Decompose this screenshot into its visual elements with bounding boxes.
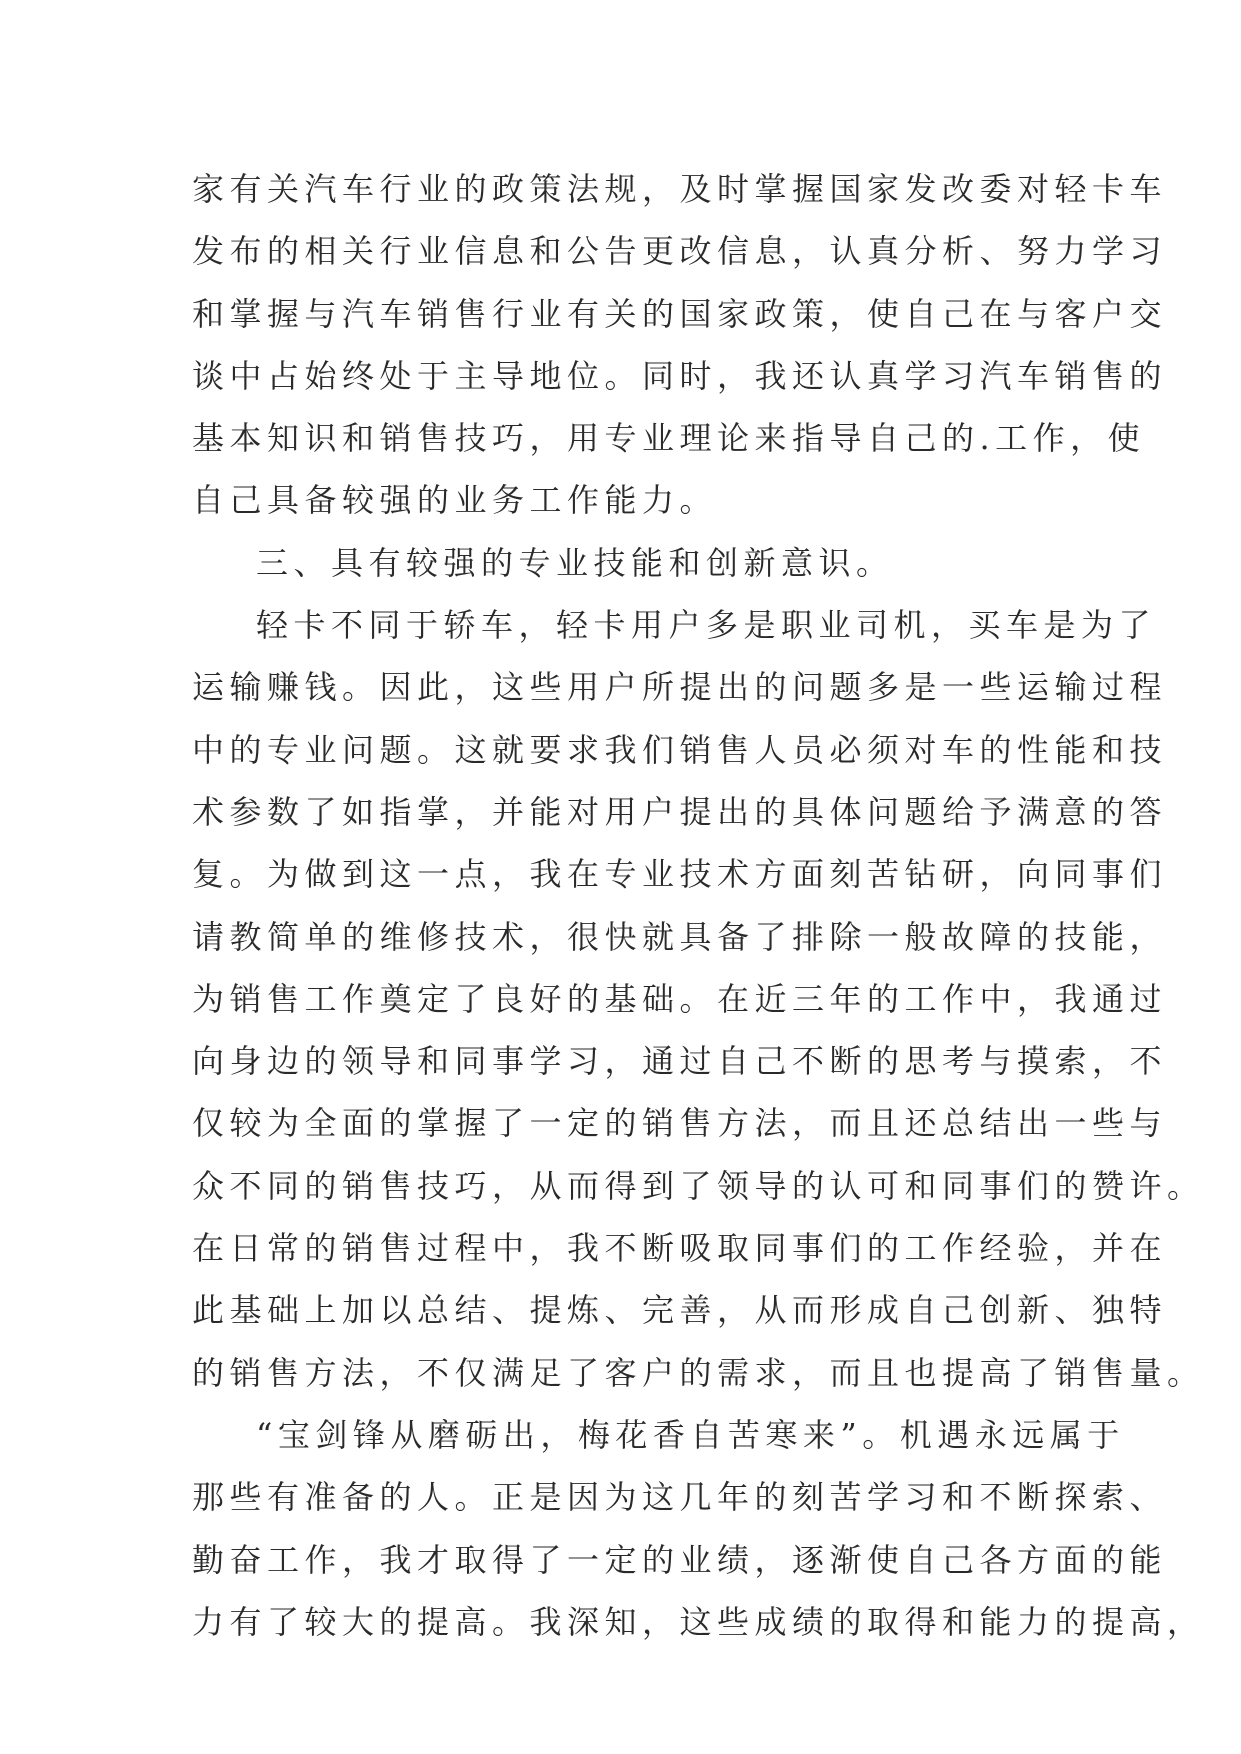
text-line: 家有关汽车行业的政策法规，及时掌握国家发改委对轻卡车 <box>192 170 1168 208</box>
text-line: 此基础上加以总结、提炼、完善，从而形成自己创新、独特 <box>192 1291 1168 1330</box>
text-line: 在日常的销售过程中，我不断吸取同事们的工作经验，并在 <box>192 1229 1168 1268</box>
text-line: 基本知识和销售技巧，用专业理论来指导自己的.工作，使 <box>192 419 1146 458</box>
text-line: 众不同的销售技巧，从而得到了领导的认可和同事们的赞许。 <box>192 1166 1205 1205</box>
text-line: 谈中占始终处于主导地位。同时，我还认真学习汽车销售的 <box>192 356 1168 395</box>
text-line: 复。为做到这一点，我在专业技术方面刻苦钻研，向同事们 <box>192 855 1168 894</box>
paragraph-first-line: 轻卡不同于轿车，轻卡用户多是职业司机，买车是为了 <box>256 606 1157 645</box>
text-line: 中的专业问题。这就要求我们销售人员必须对车的性能和技 <box>192 730 1168 769</box>
text-line: 力有了较大的提高。我深知，这些成绩的取得和能力的提高， <box>192 1602 1205 1641</box>
text-line: 为销售工作奠定了良好的基础。在近三年的工作中，我通过 <box>192 979 1168 1018</box>
text-line: 请教简单的维修技术，很快就具备了排除一般故障的技能， <box>192 917 1168 956</box>
text-line: 运输赚钱。因此，这些用户所提出的问题多是一些运输过程 <box>192 668 1168 707</box>
text-line: 那些有准备的人。正是因为这几年的刻苦学习和不断探索、 <box>192 1478 1168 1517</box>
text-line: 仅较为全面的掌握了一定的销售方法，而且还总结出一些与 <box>192 1104 1168 1143</box>
section-heading: 三、具有较强的专业技能和创新意识。 <box>256 543 894 582</box>
text-line: 勤奋工作，我才取得了一定的业绩，逐渐使自己各方面的能 <box>192 1540 1168 1579</box>
text-line: 发布的相关行业信息和公告更改信息，认真分析、努力学习 <box>192 232 1168 271</box>
text-line: 向身边的领导和同事学习，通过自己不断的思考与摸索，不 <box>192 1042 1168 1081</box>
paragraph-first-line: “宝剑锋从磨砺出，梅花香自苦寒来”。机遇永远属于 <box>256 1415 1125 1454</box>
text-line: 和掌握与汽车销售行业有关的国家政策，使自己在与客户交 <box>192 294 1168 333</box>
text-line: 术参数了如指掌，并能对用户提出的具体问题给予满意的答 <box>192 792 1168 831</box>
body-text <box>192 158 1205 1653</box>
text-line: 自己具备较强的业务工作能力。 <box>192 481 718 520</box>
text-line: 的销售方法，不仅满足了客户的需求，而且也提高了销售量。 <box>192 1353 1205 1392</box>
